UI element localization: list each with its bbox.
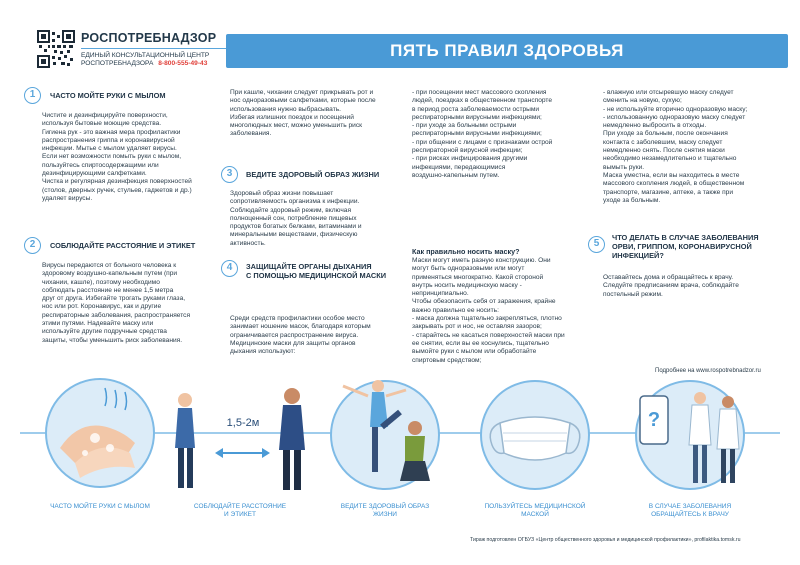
distance-illustration bbox=[175, 388, 305, 490]
qr-code-icon bbox=[37, 30, 75, 68]
rule-number-3: 3 bbox=[221, 166, 238, 183]
rule-1-text: Чистите и дезинфицируйте поверхности, используя бытовые моющие средства. Гигиена рук - это важная мера профилактики распространения гриппа и коронавирусной инфекции. Мытье с мылом удаляет вирусы. Если нет возможности помыть руки с мылом, пользуйтесь спиртосодержащими или дезинфицирующими салфетками. Чистка и регулярная дезинфекция поверхностей (столов, дверных ручек, стульев, гаджетов и др.) удаляет вирусы. bbox=[42, 112, 192, 202]
rule-2-title: СОБЛЮДАЙТЕ РАССТОЯНИЕ И ЭТИКЕТ bbox=[50, 241, 196, 250]
col3-mask-usage-text: - при посещении мест массового скопления людей, поездках в общественном транспорте в период роста заболеваемости острыми респираторными вирусными инфекциями; - при уходе за больными острыми респираторными вирусными инфекциями; - при общении с лицами с признаками острой респираторной вирусной инфекции; - при рисках инфицирования другими инфекциями, передающимися воздушно-капельным путем. bbox=[412, 89, 553, 179]
col3-mask-how-text: Маски могут иметь разную конструкцию. Они могут быть одноразовыми или могут применяться многократно. Какой стороной внутрь носить медицинскую маску - непринципиально. Чтобы обезопасить себя от заражения, крайне важно правильно ее носить: - маска должна тщательно закрепляться, плотно закрывать рот и нос, не оставляя зазоров; - старайтесь не касаться поверхностей маски при ее снятии, если вы ее коснулись, тщательно вымойте руки с мылом или обработайте спиртовым средством; bbox=[412, 257, 565, 364]
healthy-lifestyle-illustration bbox=[331, 380, 439, 489]
doctor-illustration bbox=[636, 381, 744, 489]
caption-mask: ПОЛЬЗУЙТЕСЬ МЕДИЦИНСКОЙ МАСКОЙ bbox=[484, 503, 586, 518]
rule-5-text: Оставайтесь дома и обращайтесь к врачу. Следуйте предписаниям врача, соблюдайте постельный режим. bbox=[603, 274, 739, 298]
rule-number-2: 2 bbox=[24, 237, 41, 254]
rule-1-title: ЧАСТО МОЙТЕ РУКИ С МЫЛОМ bbox=[50, 91, 166, 100]
rule-number-1: 1 bbox=[24, 87, 41, 104]
caption-distance: СОБЛЮДАЙТЕ РАССТОЯНИЕ И ЭТИКЕТ bbox=[193, 503, 287, 518]
org-name: РОСПОТРЕБНАДЗОР bbox=[81, 31, 217, 45]
col4-text: - влажную или отсыревшую маску следует сменить на новую, сухую; - не используйте вторично одноразовую маску; - использованную одноразовую маску следует немедленно выбросить в отходы. При уходе за больным, после окончания контакта с заболевшим, маску следует немедленно снять. После снятия маски необходимо незамедлительно и тщательно вымыть руки. Маска уместна, если вы находитесь в месте массового скопления людей, в общественном транспорте, магазине, аптеке, а также при уходе за больным. bbox=[603, 89, 748, 204]
caption-doctor: В СЛУЧАЕ ЗАБОЛЕВАНИЯ ОБРАЩАЙТЕСЬ К ВРАЧУ bbox=[648, 503, 732, 518]
mask-question-heading: Как правильно носить маску? bbox=[412, 247, 520, 256]
rule-number-4: 4 bbox=[221, 260, 238, 277]
hotline-line1: ЕДИНЫЙ КОНСУЛЬТАЦИОННЫЙ ЦЕНТР bbox=[81, 52, 210, 59]
hotline-phone: 8-800-555-49-43 bbox=[158, 60, 208, 67]
caption-healthy-life: ВЕДИТЕ ЗДОРОВЫЙ ОБРАЗ ЖИЗНИ bbox=[340, 503, 430, 518]
col2-top-text: При кашле, чихании следует прикрывать рот и нос одноразовыми салфетками, которые после использования нужно выбрасывать. Избегая излишних поездок и посещений многолюдных мест, можно уменьшить риск заболевания. bbox=[230, 89, 376, 138]
rule-4-title: ЗАЩИЩАЙТЕ ОРГАНЫ ДЫХАНИЯ С ПОМОЩЬЮ МЕДИЦИНСКОЙ МАСКИ bbox=[246, 262, 387, 280]
medical-mask-illustration bbox=[481, 381, 589, 489]
page-title: ПЯТЬ ПРАВИЛ ЗДОРОВЬЯ bbox=[390, 41, 624, 60]
svg-text:?: ? bbox=[647, 409, 661, 431]
handwashing-illustration bbox=[46, 379, 154, 487]
title-banner bbox=[226, 34, 788, 68]
more-info-link[interactable]: Подробнее на www.rospotrebnadzor.ru bbox=[655, 368, 761, 374]
rule-3-title: ВЕДИТЕ ЗДОРОВЫЙ ОБРАЗ ЖИЗНИ bbox=[246, 170, 380, 179]
rule-2-text: Вирусы передаются от больного человека к здоровому воздушно-капельным путем (при чихании, кашле), поэтому необходимо соблюдать расстояние не менее 1,5 метра друг от друга. Избегайте трогать руками глаза, нос или рот. Коронавирус, как и другие респираторные заболевания, распространяется этими путями. Надевайте маску или используйте другие подручные средства защиты, чтобы уменьшить риск заболевания. bbox=[42, 262, 191, 344]
rule-5-title: ЧТО ДЕЛАТЬ В СЛУЧАЕ ЗАБОЛЕВАНИЯ ОРВИ, ГРИППОМ, КОРОНАВИРУСНОЙ ИНФЕКЦИЕЙ? bbox=[612, 233, 759, 261]
footer-credit: Тираж подготовлен ОГБУЗ «Центр общественного здоровья и медицинской профилактики», profilaktika.tomsk.ru bbox=[470, 537, 741, 543]
hotline-line2: РОСПОТРЕБНАДЗОРА 8-800-555-49-43 bbox=[81, 60, 208, 67]
rule-number-5: 5 bbox=[588, 236, 605, 253]
rule-3-text: Здоровый образ жизни повышает сопротивляемость организма к инфекции. Соблюдайте здоровый режим, включая полноценный сон, потребление пищевых продуктов богатых белками, витаминами и минеральными веществами, физическую активность. bbox=[230, 190, 362, 247]
rule-4-text: Среди средств профилактики особое место занимает ношение масок, благодаря которым ограничивается распространение вируса. Медицинские маски для защиты органов дыхания используют: bbox=[230, 315, 371, 356]
distance-label: 1,5-2м bbox=[226, 417, 260, 429]
caption-handwashing: ЧАСТО МОЙТЕ РУКИ С МЫЛОМ bbox=[50, 503, 150, 510]
